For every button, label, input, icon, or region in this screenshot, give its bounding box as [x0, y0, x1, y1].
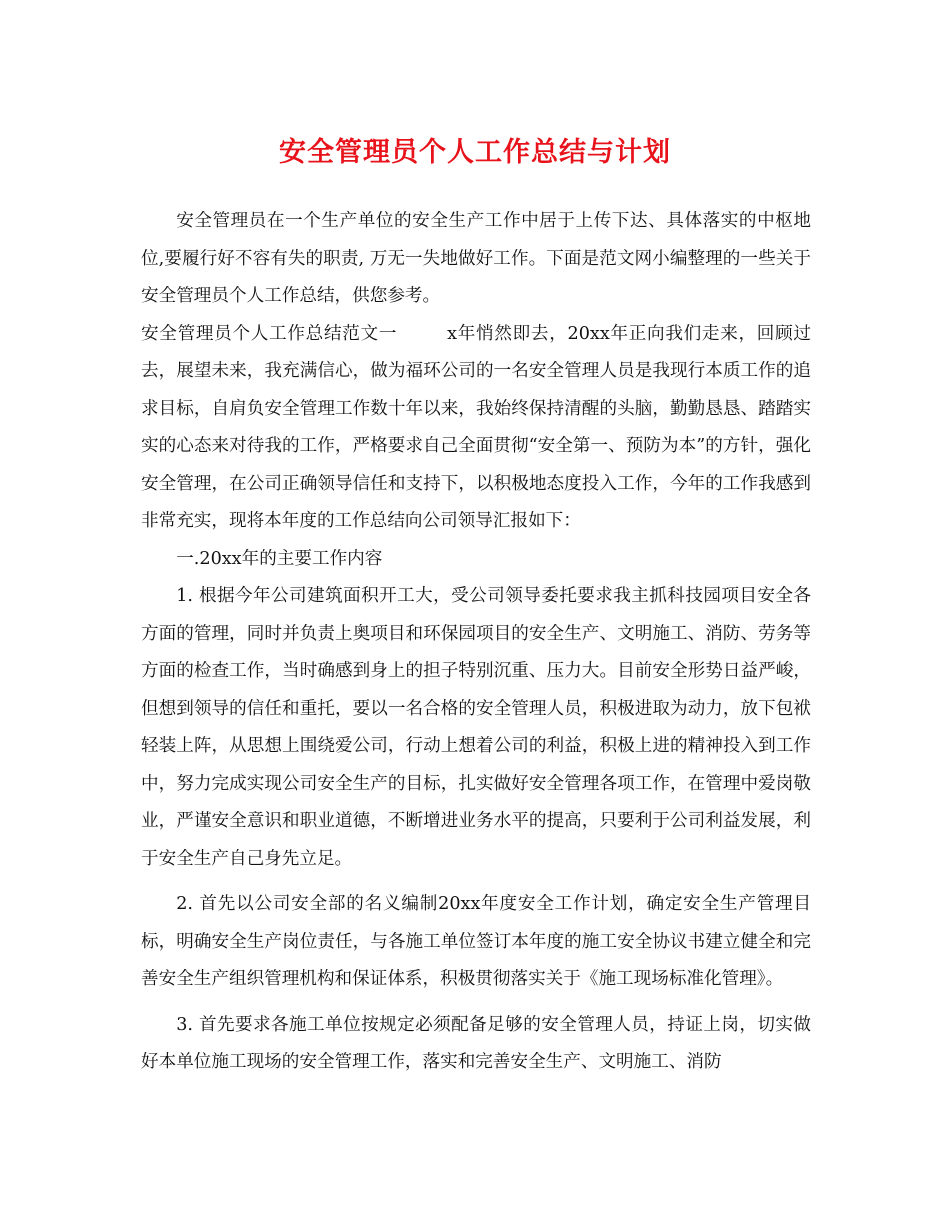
list-item: 1. 根据今年公司建筑面积开工大，受公司领导委托要求我主抓科技园项目安全各方面的管理，同时并负责上奥项目和环保园项目的安全生产、文明施工、消防、劳务等方面的检查工作，当时确感到身上的担子特别沉重、压力大。目前安全形势日益严峻，但想到领导的信任和重托，要以一名合格的安全管理人员，积极进取为动力，放下包袱轻装上阵，从思想上围绕爱公司，行动上想着公司的利益，积极上进的精神投入到工作中，努力完成实现公司安全生产的目标，扎实做好安全管理各项工作，在管理中爱岗敬业，严谨安全意识和职业道德，不断增进业务水平的提高，只要利于公司利益发展，利于安全生产自己身先立足。 — [141, 586, 811, 869]
sample-body: x年悄然即去，20xx年正向我们走来，回顾过去，展望未来，我充满信心，做为福环公司的一名安全管理人员是我现行本质工作的追求目标，自肩负安全管理工作数十年以来，我始终保持清醒的头脑，勤勤恳恳、踏踏实实的心态来对待我的工作，严格要求自己全面贯彻“安全第一、预防为本”的方针，强化安全管理，在公司正确领导信任和支持下，以积极地态度投入工作，今年的工作我感到非常充实，现将本年度的工作总结向公司领导汇报如下： — [141, 323, 811, 531]
list-item: 2. 首先以公司安全部的名义编制20xx年度安全工作计划，确定安全生产管理目标，明确安全生产岗位责任，与各施工单位签订本年度的施工安全协议书建立健全和完善安全生产组织管理机构和保证体系，积极贯彻落实关于《施工现场标准化管理》。 — [141, 894, 811, 989]
section-heading: 一.20xx年的主要工作内容 — [176, 548, 383, 569]
page-title: 安全管理员个人工作总结与计划 — [279, 137, 671, 168]
sample-heading: 安全管理员个人工作总结范文一 — [141, 323, 398, 344]
intro-paragraph: 安全管理员在一个生产单位的安全生产工作中居于上传下达、具体落实的中枢地位,要履行好不容有失的职责, 万无一失地做好工作。下面是范文网小编整理的一些关于安全管理员个人工作总结，供您参考。 — [141, 211, 811, 306]
sample-paragraph — [141, 316, 811, 541]
list-item: 3. 首先要求各施工单位按规定必须配备足够的安全管理人员，持证上岗，切实做好本单位施工现场的安全管理工作，落实和完善安全生产、文明施工、消防 — [141, 1014, 811, 1072]
document-body — [141, 203, 811, 1082]
